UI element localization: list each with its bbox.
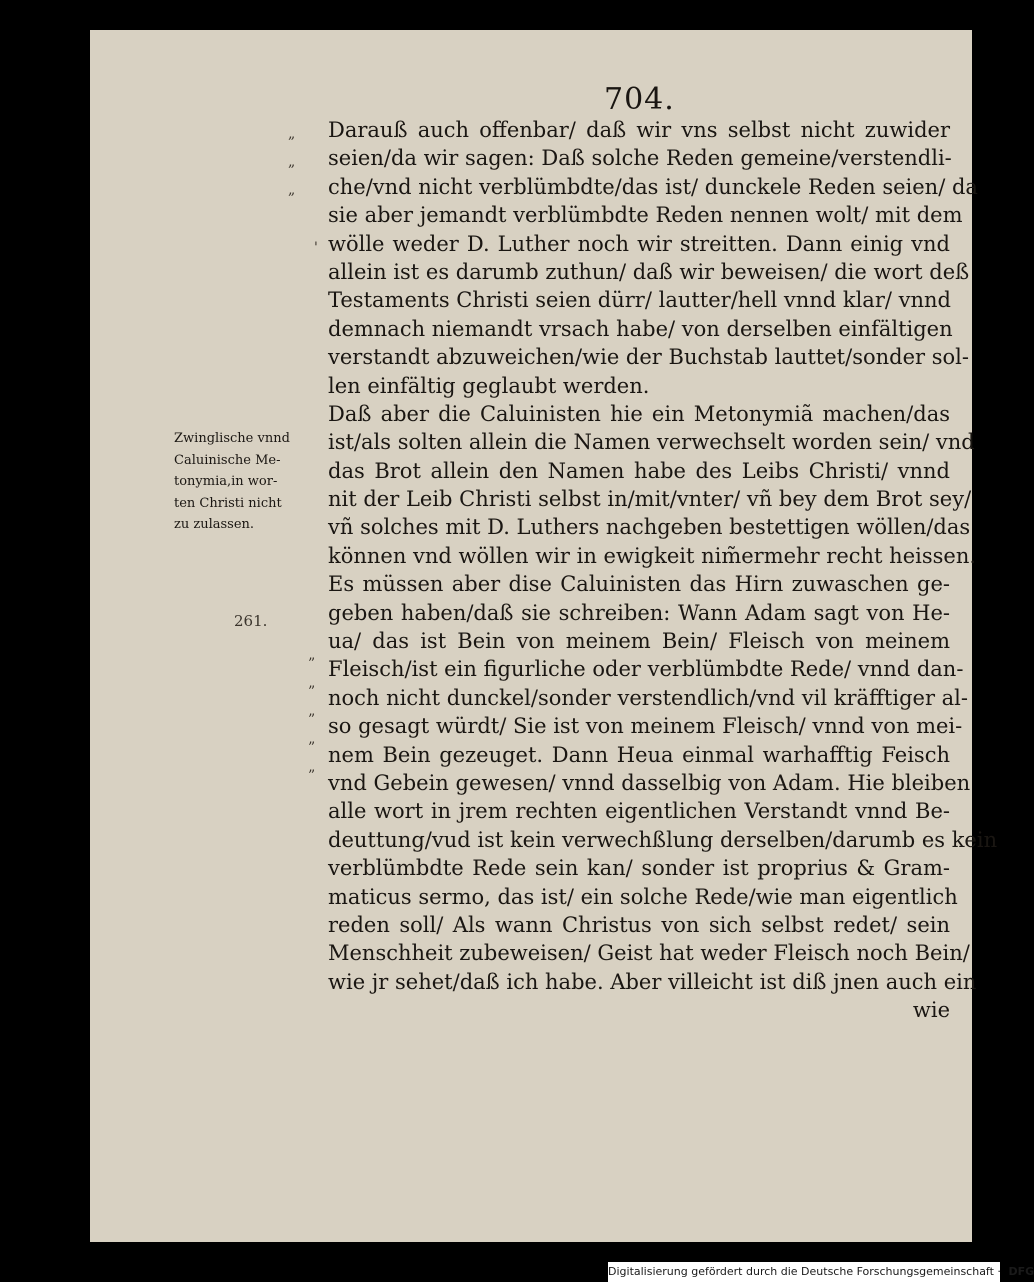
text-line: Daß aber die Caluinisten hie ein Metonymiã machen/das	[328, 401, 950, 426]
digitization-footer: Digitalisierung gefördert durch die Deutsche Forschungsgemeinschaft · DFG	[608, 1262, 1000, 1282]
text-line: können vnd wöllen wir in ewigkeit nim̃ermehr recht heissen.	[328, 543, 977, 568]
text-line: so gesagt würdt/ Sie ist von meinem Fleisch/ vnnd von mei-	[328, 714, 963, 739]
quote-mark: „	[288, 154, 296, 170]
text-line: Testaments Christi seien dürr/ lautter/hell vnnd klar/ vnnd	[328, 288, 951, 313]
text-line: demnach niemandt vrsach habe/ von derselben einfältigen	[328, 316, 953, 341]
text-line: che/vnd nicht verblümbdte/das ist/ dunckele Reden seien/ da	[328, 174, 978, 199]
page-number: 704.	[604, 82, 675, 117]
text-line: ist/als solten allein die Namen verwechselt worden sein/ vnd	[328, 430, 975, 455]
quote-mark: ”	[308, 768, 316, 784]
text-line: vñ solches mit D. Luthers nachgeben bestettigen wöllen/das	[328, 515, 971, 540]
margin-note-line: tonymia,in wor-	[174, 474, 278, 489]
text-line: nem Bein gezeuget. Dann Heua einmal warhafftig Feisch	[328, 742, 950, 767]
text-line: ua/ das ist Bein von meinem Bein/ Fleisch von meinem	[328, 629, 950, 654]
quote-mark: ”	[308, 684, 316, 700]
text-line: nit der Leib Christi selbst in/mit/vnter/ vñ bey dem Brot sey/	[328, 487, 972, 512]
text-line: Fleisch/ist ein figurliche oder verblümbdte Rede/ vnnd dan-	[328, 657, 964, 682]
text-line: seien/da wir sagen: Daß solche Reden gemeine/verstendli-	[328, 146, 952, 171]
margin-note	[174, 428, 326, 536]
text-line: reden soll/ Als wann Christus von sich selbst redet/ sein	[328, 912, 950, 937]
text-line: Menschheit zubeweisen/ Geist hat weder Fleisch noch Bein/	[328, 941, 970, 966]
text-line: Es müssen aber dise Caluinisten das Hirn zuwaschen ge-	[328, 572, 950, 597]
catchword: wie	[912, 998, 950, 1023]
text-line: wölle weder D. Luther noch wir streitten. Dann einig vnd	[328, 231, 950, 256]
text-line: sie aber jemandt verblümbdte Reden nennen wolt/ mit dem	[328, 203, 963, 228]
text-line: alle wort in jrem rechten eigentlichen Verstandt vnnd Be-	[328, 799, 950, 824]
text-line: Darauß auch offenbar/ daß wir vns selbst nicht zuwider	[328, 118, 950, 142]
text-line: noch nicht dunckel/sonder verstendlich/vnd vil kräfftiger al-	[328, 685, 968, 710]
quote-mark: '	[314, 240, 318, 256]
text-line: verstandt abzuweichen/wie der Buchstab lauttet/sonder sol-	[328, 345, 969, 370]
body-text	[328, 116, 998, 1025]
text-line: wie jr sehet/daß ich habe. Aber villeicht ist diß jnen auch ein	[328, 969, 977, 994]
text-line: allein ist es darumb zuthun/ daß wir beweisen/ die wort deß	[328, 259, 970, 284]
margin-note-line: Zwinglische vnnd	[174, 431, 290, 446]
text-line: len einfältig geglaubt werden.	[328, 373, 650, 398]
text-line: das Brot allein den Namen habe des Leibs Christi/ vnnd	[328, 458, 950, 483]
quote-mark: ”	[308, 712, 316, 728]
margin-number: 261.	[234, 612, 268, 630]
quote-mark: ”	[308, 740, 316, 756]
margin-note-line: zu zulassen.	[174, 517, 255, 532]
quote-mark: „	[288, 126, 296, 142]
margin-note-line: Caluinische Me-	[174, 452, 281, 468]
text-line: maticus sermo, das ist/ ein solche Rede/wie man eigentlich	[328, 884, 958, 909]
dfg-logo: DFG	[1008, 1265, 1034, 1278]
footer-text: Digitalisierung gefördert durch die Deutsche Forschungsgemeinschaft	[608, 1265, 994, 1278]
quote-mark: ”	[308, 656, 316, 672]
text-line: vnd Gebein gewesen/ vnnd dasselbig von Adam. Hie bleiben	[328, 770, 971, 795]
margin-note-line: ten Christi nicht	[174, 495, 282, 511]
text-line: geben haben/daß sie schreiben: Wann Adam sagt von He-	[328, 600, 950, 625]
text-line: deuttung/vud ist kein verwechßlung derselben/darumb es kein	[328, 827, 998, 852]
text-line: verblümbdte Rede sein kan/ sonder ist proprius & Gram-	[328, 856, 950, 881]
quote-mark: „	[288, 182, 296, 198]
